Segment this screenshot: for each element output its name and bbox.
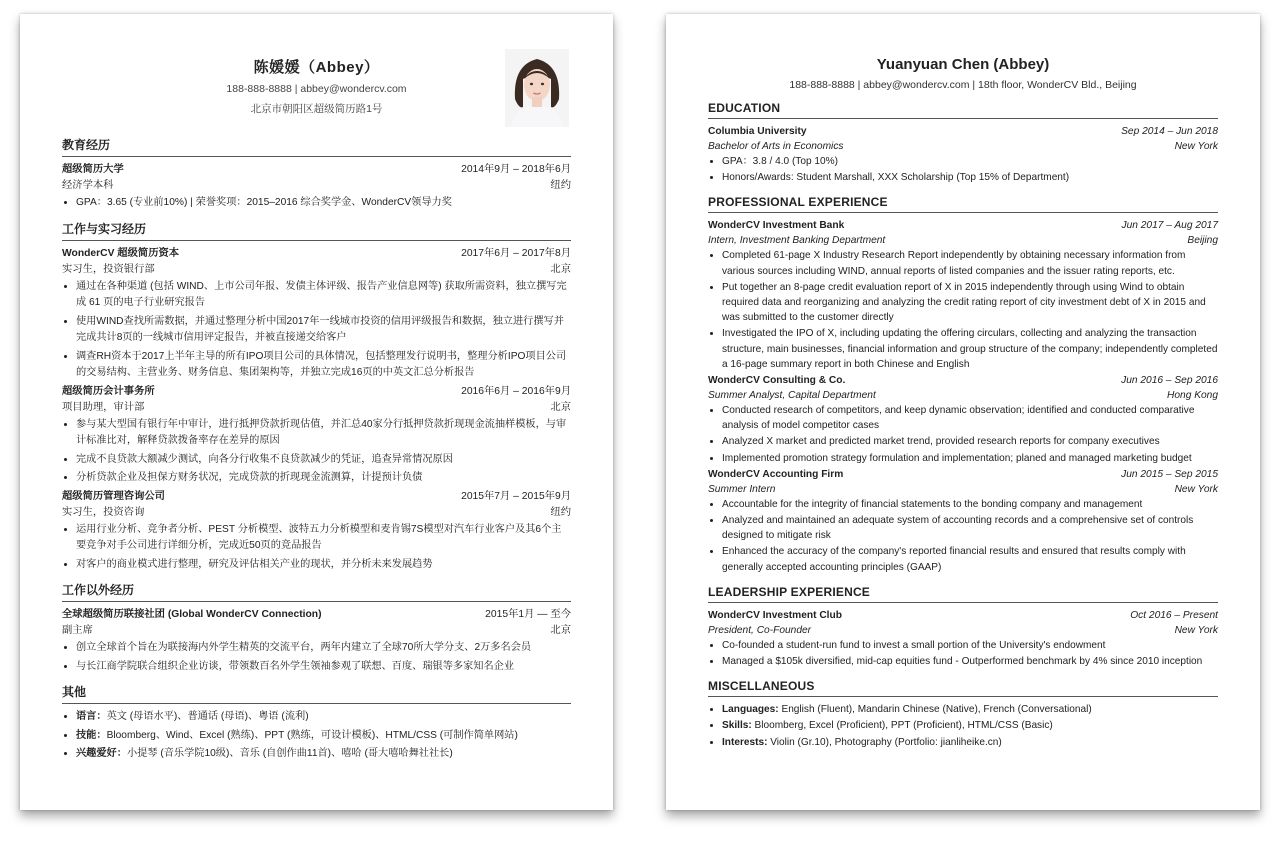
org-name: WonderCV Investment Bank <box>708 220 845 232</box>
bullet-list <box>62 640 571 675</box>
bullet-item: • 对客户的商业模式进行整理，研究及评估相关产业的现状，并分析未来发展趋势 <box>76 557 571 574</box>
entry-header <box>62 384 571 400</box>
misc-value: Bloomberg、Wind、Excel (熟练)、PPT (熟练，可设计模板)、HTML/CSS (可制作简单网站) <box>106 729 518 741</box>
entry-subheader <box>62 623 571 639</box>
bullet-item: • Analyzed and maintained an adequate system of accounting records and a comprehensive set of controls designed to mitigate risk <box>722 513 1218 543</box>
bullet-list <box>708 403 1218 466</box>
degree: Bachelor of Arts in Economics <box>708 141 844 152</box>
section-title-education: 教育经历 <box>62 136 571 157</box>
entry-header <box>708 373 1218 388</box>
entry-location: 北京 <box>550 401 571 413</box>
school-name: 超级简历大学 <box>62 164 124 175</box>
entry-header <box>62 607 571 623</box>
resume-page-chinese <box>20 14 613 810</box>
entry-dates: 2017年6月 – 2017年8月 <box>461 247 571 259</box>
resume-page-english <box>666 14 1260 810</box>
bullet-list <box>62 279 571 382</box>
bullet-item: • Investigated the IPO of X, including updating the offering circulars, collecting and analyzing the transaction structure, main businesses, financial information and group structure of the company; independently completed a 16-page summary report in both Chinese and English <box>722 326 1218 372</box>
entry-location: Hong Kong <box>1167 390 1218 402</box>
entry-location: 北京 <box>550 263 571 275</box>
bullet-item: • Put together an 8-page credit evaluation report of X in 2015 independently through using Wind to obtain required data and reorganizing and analyzing the credit rating report of city investment debt of X in 2015 and was submitted to the customer directly <box>722 280 1218 326</box>
misc-key: Languages: <box>722 704 779 716</box>
entry-location: New York <box>1174 624 1218 636</box>
bullet-item <box>722 702 1218 717</box>
bullet-list <box>62 522 571 574</box>
section-title-misc: 其他 <box>62 683 571 704</box>
role: President, Co-Founder <box>708 624 812 636</box>
bullet-item <box>76 728 571 745</box>
org-name: 超级简历会计事务所 <box>62 385 155 397</box>
resume-header <box>62 56 571 128</box>
entry-location: 北京 <box>550 625 571 636</box>
bullet-item: • Conducted research of competitors, and keep dynamic observation; identified and conducted comparative analysis of model competitor cases <box>722 403 1218 433</box>
bullet-item: • Enhanced the accuracy of the company's reported financial results and ensured that results comply with generally accepted accounting principles (GAAP) <box>722 544 1218 574</box>
entry-subheader <box>708 233 1218 248</box>
bullet-list <box>708 497 1218 575</box>
entry-dates: Jun 2015 – Sep 2015 <box>1121 468 1218 480</box>
bullet-item: • 创立全球首个旨在为联接海内外学生精英的交流平台，两年内建立了全球70所大学分支、2万多名会员 <box>76 640 571 657</box>
entry-location: Beijing <box>1187 235 1218 247</box>
bullet-item: • GPA：3.8 / 4.0 (Top 10%) <box>722 154 1218 169</box>
misc-value: Bloomberg, Excel (Proficient), PPT (Proficient), HTML/CSS (Basic) <box>751 720 1053 732</box>
entry-dates: 2016年6月 – 2016年9月 <box>461 385 571 397</box>
role: 实习生，投资银行部 <box>62 263 155 275</box>
section-title-work: 工作与实习经历 <box>62 220 571 241</box>
entry-location: 纽约 <box>550 180 571 191</box>
entry-dates: 2015年7月 – 2015年9月 <box>461 490 571 502</box>
entry-subheader <box>708 623 1218 638</box>
entry-header <box>62 162 571 178</box>
bullet-list <box>708 638 1218 669</box>
role: 项目助理，审计部 <box>62 401 145 413</box>
entry-header <box>62 489 571 505</box>
bullet-item: • Implemented promotion strategy formulation and implementation; planed and managed marketing budget <box>722 451 1218 466</box>
entry-header <box>708 467 1218 482</box>
bullet-item: • Accountable for the integrity of financial statements to the bonding company and management <box>722 497 1218 512</box>
bullet-list <box>62 709 571 763</box>
bullet-item: • 与长江商学院联合组织企业访谈，带领数百名外学生领袖参观了联想、百度、瑞银等多家知名企业 <box>76 659 571 676</box>
profile-photo <box>505 49 569 127</box>
role: Intern, Investment Banking Department <box>708 235 886 247</box>
org-name: WonderCV 超级简历资本 <box>62 247 180 259</box>
entry-location: New York <box>1174 483 1218 495</box>
org-name: WonderCV Consulting & Co. <box>708 375 846 387</box>
misc-key: 技能： <box>76 729 107 741</box>
bullet-list <box>708 248 1218 372</box>
bullet-item: • Analyzed X market and predicted market trend, provided research reports for company executives <box>722 434 1218 449</box>
bullet-item <box>722 735 1218 750</box>
entry-subheader <box>62 505 571 521</box>
entry-header <box>708 124 1218 139</box>
bullet-list <box>708 702 1218 750</box>
role: Summer Intern <box>708 483 776 495</box>
candidate-name: Yuanyuan Chen (Abbey) <box>876 56 1050 73</box>
entry-subheader <box>62 262 571 278</box>
entry-header <box>708 608 1218 623</box>
bullet-item: • 通过在各种渠道 (包括 WIND、上市公司年报、发债主体评级、报告产业信息网等) 获取所需资料，独立撰写完成 61 页的电子行业研究报告 <box>76 279 571 312</box>
entry-dates: 2014年9月 – 2018年6月 <box>461 164 571 175</box>
school-name: Columbia University <box>708 126 807 137</box>
misc-key: Interests: <box>722 736 768 748</box>
role: 实习生，投资咨询 <box>62 506 145 518</box>
bullet-item: • 调查RH资本于2017上半年主导的所有IPO项目公司的具体情况，包括整理发行说明书，整理分析IPO项目公司的交易结构、主营业务、财务信息、集团架构等，并独立完成16页的中英文汇总分析报告 <box>76 349 571 382</box>
entry-subheader <box>62 178 571 194</box>
entry-dates: 2015年1月 — 至今 <box>485 609 571 620</box>
bullet-item <box>76 746 571 763</box>
entry-subheader <box>62 400 571 416</box>
entry-header <box>62 246 571 262</box>
section-title-work: PROFESSIONAL EXPERIENCE <box>708 195 1218 213</box>
bullet-item: • Completed 61-page X Industry Research Report independently by obtaining necessary information from various sources including WIND, annual reports of listed companies and the issuer rating reports, etc. <box>722 248 1218 278</box>
entry-dates: Jun 2016 – Sep 2016 <box>1121 375 1218 387</box>
misc-key: 语言： <box>76 711 107 722</box>
bullet-item: • Honors/Awards: Student Marshall, XXX Scholarship (Top 15% of Department) <box>722 170 1218 185</box>
bullet-list <box>708 154 1218 185</box>
bullet-item: • 参与某大型国有银行年中审计，进行抵押贷款折现估值，并汇总40家分行抵押贷款折现现金流抽样模板，与审计标准比对，解释贷款拨备率存在差异的原因 <box>76 417 571 450</box>
bullet-item <box>722 718 1218 733</box>
entry-subheader <box>708 139 1218 154</box>
misc-key: 兴趣爱好： <box>76 748 127 759</box>
entry-subheader <box>708 482 1218 497</box>
misc-value: 英文 (母语水平)、普通话 (母语)、粤语 (流利) <box>106 711 309 722</box>
contact-info: 188-888-8888 | abbey@wondercv.com | 18th floor, WonderCV Bld., Beijing <box>789 79 1137 91</box>
bullet-item: • Managed a $105k diversified, mid-cap equities fund - Outperformed benchmark by 4% since 2010 inception <box>722 654 1218 669</box>
bullet-item: • 使用WIND查找所需数据，并通过整理分析中国2017年一线城市投资的信用评级报告和数据，独立进行撰写并完成共计8页的一线城市信用评定报告，并被直接递交给客户 <box>76 314 571 347</box>
bullet-item: • GPA：3.65 (专业前10%) | 荣誉奖项：2015–2016 综合奖学金、WonderCV领导力奖 <box>76 195 571 212</box>
bullet-item: • Co-founded a student-run fund to invest a small portion of the University's endowment <box>722 638 1218 653</box>
role: 副主席 <box>62 625 93 636</box>
org-name: 全球超级简历联接社团 (Global WonderCV Connection) <box>62 609 322 620</box>
contact-info: 188-888-8888 | abbey@wondercv.com <box>226 83 407 95</box>
role: Summer Analyst, Capital Department <box>708 390 876 402</box>
candidate-name: 陈媛媛（Abbey） <box>253 59 380 76</box>
misc-value: English (Fluent), Mandarin Chinese (Native), French (Conversational) <box>778 704 1092 716</box>
entry-location: 纽约 <box>550 506 571 518</box>
section-title-extracurricular: 工作以外经历 <box>62 581 571 602</box>
misc-value: 小提琴 (音乐学院10级)、音乐 (自创作曲11首)、嘻哈 (哥大嘻哈舞社社长) <box>126 748 453 759</box>
address: 北京市朝阳区超级简历路1号 <box>250 103 383 115</box>
misc-key: Skills: <box>722 720 752 732</box>
section-title-misc: MISCELLANEOUS <box>708 679 1218 697</box>
org-name: WonderCV Investment Club <box>708 609 842 621</box>
entry-subheader <box>708 388 1218 403</box>
entry-header <box>708 218 1218 233</box>
bullet-list <box>62 417 571 487</box>
entry-dates: Jun 2017 – Aug 2017 <box>1121 220 1218 232</box>
bullet-item: • 完成不良贷款大额减少测试，向各分行收集不良贷款减少的凭证，追查异常情况原因 <box>76 452 571 469</box>
misc-value: Violin (Gr.10), Photography (Portfolio: jianliheike.cn) <box>767 736 1002 748</box>
entry-dates: Sep 2014 – Jun 2018 <box>1121 126 1218 137</box>
bullet-item <box>76 709 571 726</box>
degree: 经济学本科 <box>62 180 114 191</box>
bullet-item: • 运用行业分析、竞争者分析、PEST 分析模型、波特五力分析模型和麦肯锡7S模型对汽车行业客户及其6个主要竞争对手公司进行详细分析，完成近50页的竞品报告 <box>76 522 571 555</box>
bullet-item: • 分析贷款企业及担保方财务状况，完成贷款的折现现金流测算，计提预计负债 <box>76 470 571 487</box>
org-name: 超级简历管理咨询公司 <box>62 490 165 502</box>
entry-location: New York <box>1174 141 1218 152</box>
section-title-leadership: LEADERSHIP EXPERIENCE <box>708 585 1218 603</box>
section-title-education: EDUCATION <box>708 101 1218 119</box>
entry-dates: Oct 2016 – Present <box>1130 609 1218 621</box>
org-name: WonderCV Accounting Firm <box>708 468 844 480</box>
bullet-list <box>62 195 571 212</box>
